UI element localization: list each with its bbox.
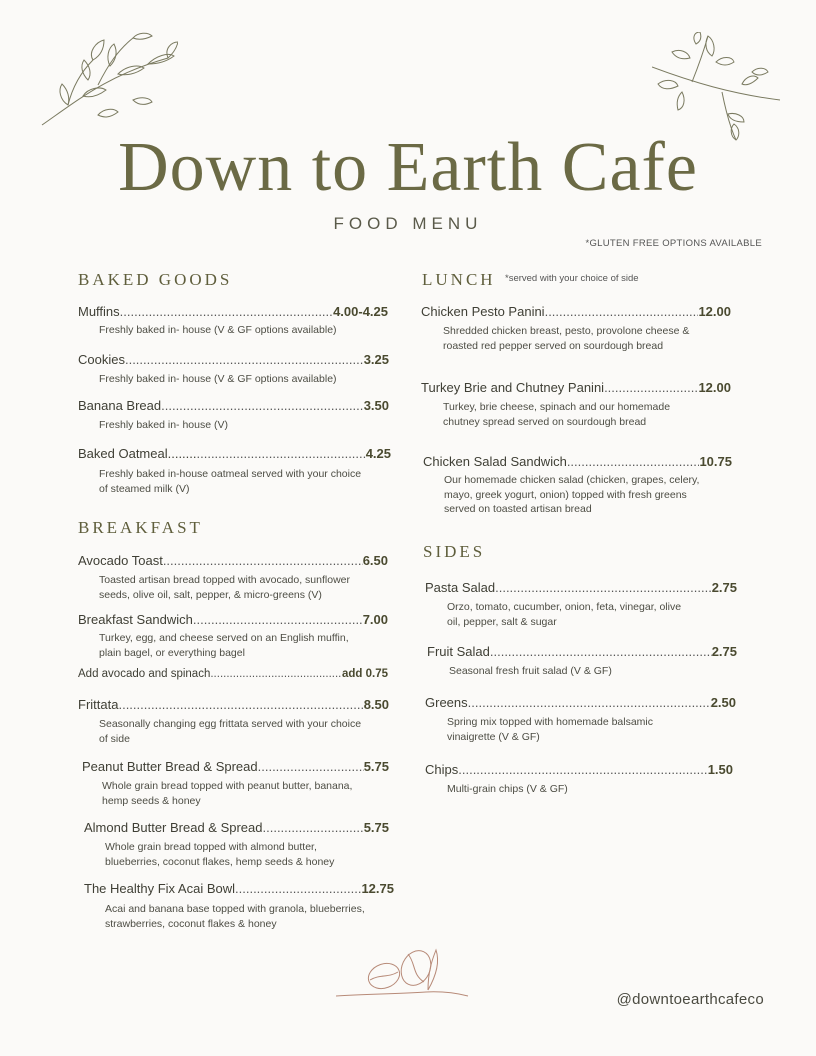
leader-dots [258,759,364,774]
leader-dots [235,881,361,896]
menu-item [421,380,731,395]
item-name: Banana Bread [78,398,162,413]
item-description: Seasonally changing egg frittata served with your choice of side [99,718,362,745]
section-heading-baked-goods: BAKED GOODS [78,270,233,289]
leader-dots [604,380,698,395]
menu-item [78,553,388,568]
menu-item [78,304,388,319]
leaf-branch-icon [38,30,178,130]
item-description: Our homemade chicken salad (chicken, grapes, celery, mayo, greek yogurt, onion) topped with fresh greens served on toasted artisan bread [444,474,700,515]
item-price: 3.25 [363,352,389,367]
leader-dots [458,762,707,777]
lunch-note: *served with your choice of side [505,273,639,284]
item-price: 12.00 [698,304,731,319]
item-description: Turkey, brie cheese, spinach and our homemade chutney spread served on sourdough bread [443,401,671,428]
item-name: Breakfast Sandwich [78,612,193,627]
item-description: Acai and banana base topped with granola, blueberries, strawberries, coconut flakes & honey [105,903,365,930]
item-name: Almond Butter Bread & Spread [84,820,263,835]
addon-price: add 0.75 [341,668,388,680]
leader-dots [163,553,363,568]
leader-dots [118,697,363,712]
item-name: Greens [425,695,468,710]
coffee-beans-icon [336,946,472,1004]
item-description: Freshly baked in- house (V & GF options available) [99,324,337,336]
item-description: Orzo, tomato, cucumber, onion, feta, vinegar, olive oil, pepper, salt & sugar [447,601,682,628]
item-price: 5.75 [363,759,389,774]
item-description: Whole grain bread topped with peanut butter, banana, hemp seeds & honey [102,780,353,807]
menu-item [84,820,389,835]
item-name: Chips [425,762,459,777]
item-price: 4.00-4.25 [333,304,388,319]
item-name: Turkey Brie and Chutney Panini [421,380,605,395]
menu-item [425,580,737,595]
item-name: The Healthy Fix Acai Bowl [84,881,236,896]
section-heading-lunch: LUNCH [422,270,496,289]
page-title: Down to Earth Cafe [118,129,698,206]
item-description: Toasted artisan bread topped with avocado, sunflower seeds, olive oil, salt, pepper, & micro-greens (V) [99,574,350,601]
item-description: Turkey, egg, and cheese served on an English muffin, plain bagel, or everything bagel [99,632,349,659]
leader-dots [161,398,364,413]
item-price: 10.75 [699,454,732,469]
leader-dots [125,352,364,367]
menu-item [82,759,389,774]
item-name: Cookies [78,352,125,367]
item-name: Baked Oatmeal........ [78,446,197,461]
item-name: Peanut Butter Bread & Spread [82,759,258,774]
leader-dots [545,304,699,319]
page-subtitle: FOOD MENU [333,214,483,233]
item-description: Spring mix topped with homemade balsamic vinaigrette (V & GF) [447,716,654,743]
item-description: Seasonal fresh fruit salad (V & GF) [449,665,612,677]
social-handle: @downtoearthcafeco [616,991,764,1008]
item-price: 2.75 [711,644,737,659]
gluten-free-note: *GLUTEN FREE OPTIONS AVAILABLE [585,238,762,249]
item-price: 6.50 [362,553,388,568]
leader-dots [490,644,712,659]
item-description: Whole grain bread topped with almond butter, blueberries, coconut flakes, hemp seeds & honey [105,841,335,868]
item-price: 8.50 [363,697,389,712]
leader-dots [468,695,711,710]
item-name: Chicken Salad Sandwich [423,454,567,469]
section-heading-breakfast: BREAKFAST [78,518,203,537]
item-description: Freshly baked in- house (V) [99,419,228,431]
item-name: Pasta Salad [425,580,496,595]
menu-item [427,644,737,659]
menu-item [78,697,389,712]
item-price: 12.00 [698,380,731,395]
item-price: 3.50 [363,398,389,413]
item-name: Muffins [78,304,120,319]
menu-item [421,304,731,319]
item-name: Avocado Toast [78,553,163,568]
item-price: 7.00 [362,612,388,627]
item-price: 1.50 [707,762,733,777]
menu-item [78,398,389,413]
leader-dots [193,612,363,627]
item-price: 4.25 [365,446,391,461]
item-description: Freshly baked in- house (V & GF options available) [99,373,337,385]
menu-item [78,352,389,367]
menu-item [78,446,391,461]
item-name: Frittata [78,697,119,712]
menu-item [425,762,733,777]
menu-item [423,454,732,469]
leader-dots [495,580,712,595]
item-name: Fruit Salad [427,644,490,659]
section-heading-sides: SIDES [423,542,486,561]
item-name: Chicken Pesto Panini [421,304,545,319]
leader-dots [120,304,333,319]
leader-dots [567,454,700,469]
menu-item [425,695,736,710]
leaf-branch-icon [652,32,782,142]
leader-dots [210,668,342,680]
item-price: 2.50 [710,695,736,710]
item-price: 12.75 [361,881,394,896]
item-price: 2.75 [711,580,737,595]
addon-name: Add avocado and spinach [78,668,211,680]
item-description: Shredded chicken breast, pesto, provolone cheese & roasted red pepper served on sourdough bread [443,325,690,352]
item-price: 5.75 [363,820,389,835]
leader-dots [263,820,364,835]
item-description: Multi-grain chips (V & GF) [447,783,568,795]
item-description: Freshly baked in-house oatmeal served with your choice of steamed milk (V) [99,468,362,495]
addon-item [78,668,388,680]
leader-dots [197,446,366,461]
menu-item [84,881,394,896]
menu-item [78,612,388,627]
